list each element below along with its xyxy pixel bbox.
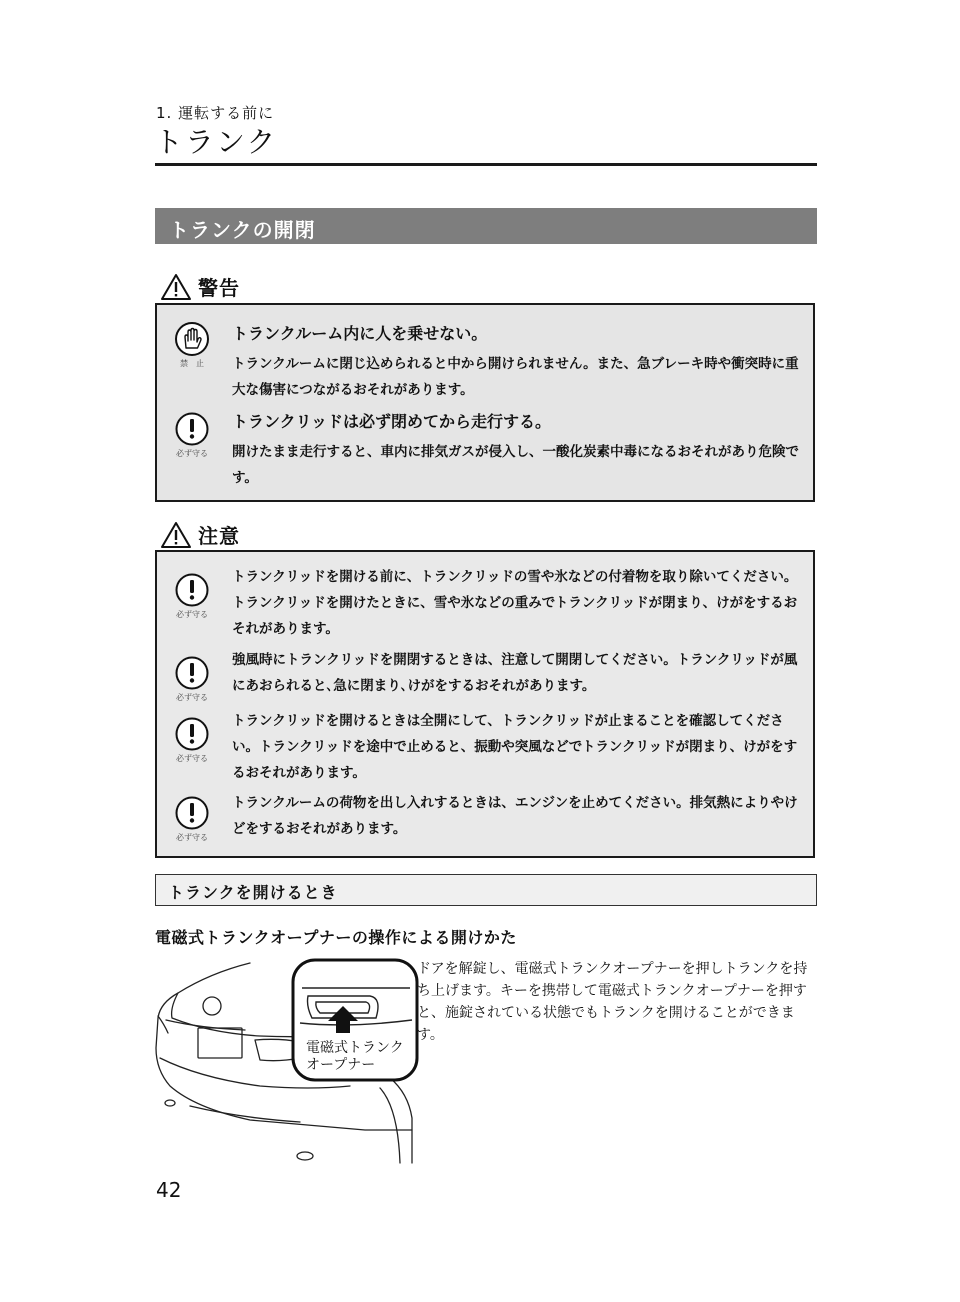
caution-heading-label: 注意 <box>198 524 240 548</box>
caution-heading <box>160 520 240 549</box>
warning-item-title: トランクルーム内に人を乗せない。 <box>232 324 488 343</box>
warning-item-icon <box>171 411 213 459</box>
warning-heading-label: 警告 <box>198 276 240 300</box>
mandatory-exclamation-icon <box>174 411 210 447</box>
callout-label-line: オープナー <box>306 1057 376 1073</box>
section-title-bar <box>155 208 817 244</box>
mandatory-exclamation-icon <box>174 795 210 831</box>
page-number: 42 <box>156 1178 182 1202</box>
caution-item-body: トランクリッドを開けるときは全開にして、トランクリッドが止まることを確認してください。トランクリッドを途中で止めると、振動や突風などでトランクリッドが閉まり、けがをするおそれがあります。 <box>232 713 798 781</box>
opening-description: ドアを解錠し、電磁式トランクオープナーを押しトランクを持ち上げます。キーを携帯して電磁式トランクオープナーを押すと、施錠されている状態でもトランクを開けることができます。 <box>417 961 808 1043</box>
mandatory-exclamation-icon <box>174 572 210 608</box>
warning-heading <box>160 272 240 301</box>
mandatory-exclamation-icon <box>174 655 210 691</box>
icon-caption: 禁 止 <box>180 359 204 368</box>
page-title: トランク <box>154 125 278 159</box>
caution-item-icon <box>171 572 213 620</box>
subsection-title: トランクを開けるとき <box>168 883 338 902</box>
icon-caption: 必ず守る <box>176 693 208 702</box>
warning-item-body: 開けたまま走行すると、車内に排気ガスが侵入し、一酸化炭素中毒になるおそれがあり危険です。 <box>232 444 799 486</box>
caution-item-icon <box>171 716 213 764</box>
warning-item-body: トランクルームに閉じ込められると中から開けられません。また、急ブレーキ時や衝突時に重大な傷害につながるおそれがあります。 <box>232 356 799 398</box>
warning-box <box>155 303 815 502</box>
warning-triangle-icon <box>160 273 192 301</box>
warning-item-title: トランクリッドは必ず閉めてから走行する。 <box>232 412 552 431</box>
icon-caption: 必ず守る <box>176 754 208 763</box>
section-title: トランクの開閉 <box>169 218 316 242</box>
prohibited-hand-icon <box>173 321 211 357</box>
callout-label-line: 電磁式トランク <box>306 1040 404 1056</box>
chapter-label: 1. 運転する前に <box>156 104 275 122</box>
icon-caption: 必ず守る <box>176 610 208 619</box>
caution-triangle-icon <box>160 521 192 549</box>
caution-item-body: トランクリッドを開ける前に、トランクリッドの雪や氷などの付着物を取り除いてください。トランクリッドを開けたときに、雪や氷などの重みでトランクリッドが閉まり、けがをするおそれがあります。 <box>232 569 798 637</box>
caution-item-icon <box>171 795 213 843</box>
caution-item-body: トランクルームの荷物を出し入れするときは、エンジンを止めてください。排気熱によりやけどをするおそれがあります。 <box>232 795 798 837</box>
warning-item-icon <box>171 321 213 369</box>
title-divider <box>155 163 817 166</box>
callout-label <box>304 1040 406 1074</box>
caution-box <box>155 550 815 858</box>
caution-item-icon <box>171 655 213 703</box>
mandatory-exclamation-icon <box>174 716 210 752</box>
icon-caption: 必ず守る <box>176 833 208 842</box>
icon-caption: 必ず守る <box>176 449 208 458</box>
caution-item-body: 強風時にトランクリッドを開閉するときは、注意して開閉してください。トランクリッドが風にあおられると､急に閉まり､けがをするおそれがあります。 <box>232 652 798 694</box>
subsection-title-bar <box>155 874 817 906</box>
method-title: 電磁式トランクオープナーの操作による開けかた <box>155 928 517 947</box>
